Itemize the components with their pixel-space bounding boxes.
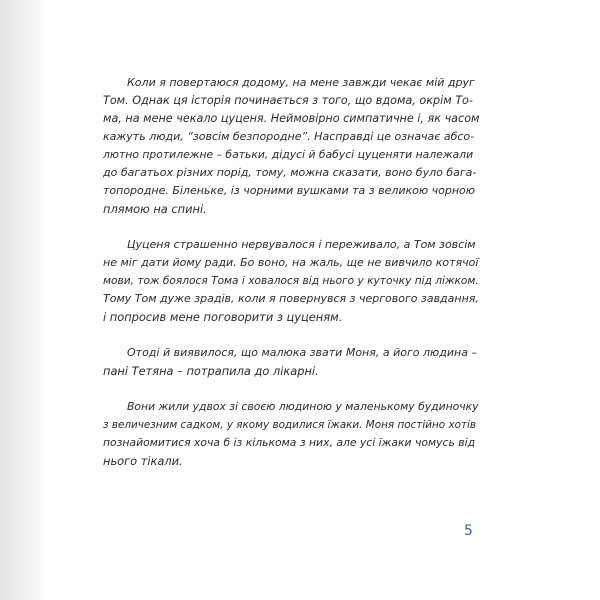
paragraph-4 [103, 398, 479, 470]
text-line: плямою на спині. [103, 202, 207, 216]
text-line: нього тікали. [103, 454, 183, 468]
text-line: Коли я повертаюся додому, на мене завжди чекає мій друг [127, 76, 475, 89]
text-line: мови, тож боялося Тома і ховалося від нього у куточку під ліжком. [103, 275, 479, 287]
paragraph-2 [103, 236, 479, 326]
text-line: познайомитися хоча б із кількома з них, але усі їжаки чомусь від [103, 436, 476, 449]
text-line: до багатьох різних порід, тому, можна сказати, воно було бага- [103, 166, 477, 179]
book-spine-shadow [0, 0, 46, 600]
text-line: Вони жили удвох зі своєю людиною у маленькому будиночку [127, 400, 479, 413]
text-line: кажуть люди, “зовсім безпородне”. Насправді це означає абсо- [103, 130, 475, 143]
text-line: топородне. Біленьке, із чорними вушками та з великою чорною [103, 184, 476, 197]
text-line: лютно протилежне – батьки, дідусі й бабусі цуценяти належали [103, 148, 474, 161]
text-line: Цуценя страшенно нервувалося і переживало, а Том зовсім [127, 238, 476, 251]
text-line: пані Тетяна – потрапила до лікарні. [103, 364, 319, 378]
text-line: Тому Том дуже зрадів, коли я повернувся з чергового завдання, [103, 292, 479, 305]
text-line: з величезним садком, у якому водилися їжаки. Моня постійно хотів [103, 419, 477, 431]
text-line: Отоді й виявилося, що малюка звати Моня, а його людина – [127, 346, 477, 359]
page-number: 5 [464, 523, 473, 539]
paragraph-3 [103, 344, 479, 380]
paragraph-1 [103, 74, 479, 218]
text-line: ма, на мене чекало цуценя. Неймовірно симпатичне і, як часом [103, 112, 480, 125]
text-line: і попросив мене поговорити з цуценям. [103, 310, 343, 324]
text-line: не міг дати йому ради. Бо воно, на жаль, ще не вивчило котячої [103, 256, 479, 269]
page-text [103, 74, 479, 488]
text-line: Том. Однак ця історія починається з того, що вдома, окрім То- [103, 94, 473, 107]
